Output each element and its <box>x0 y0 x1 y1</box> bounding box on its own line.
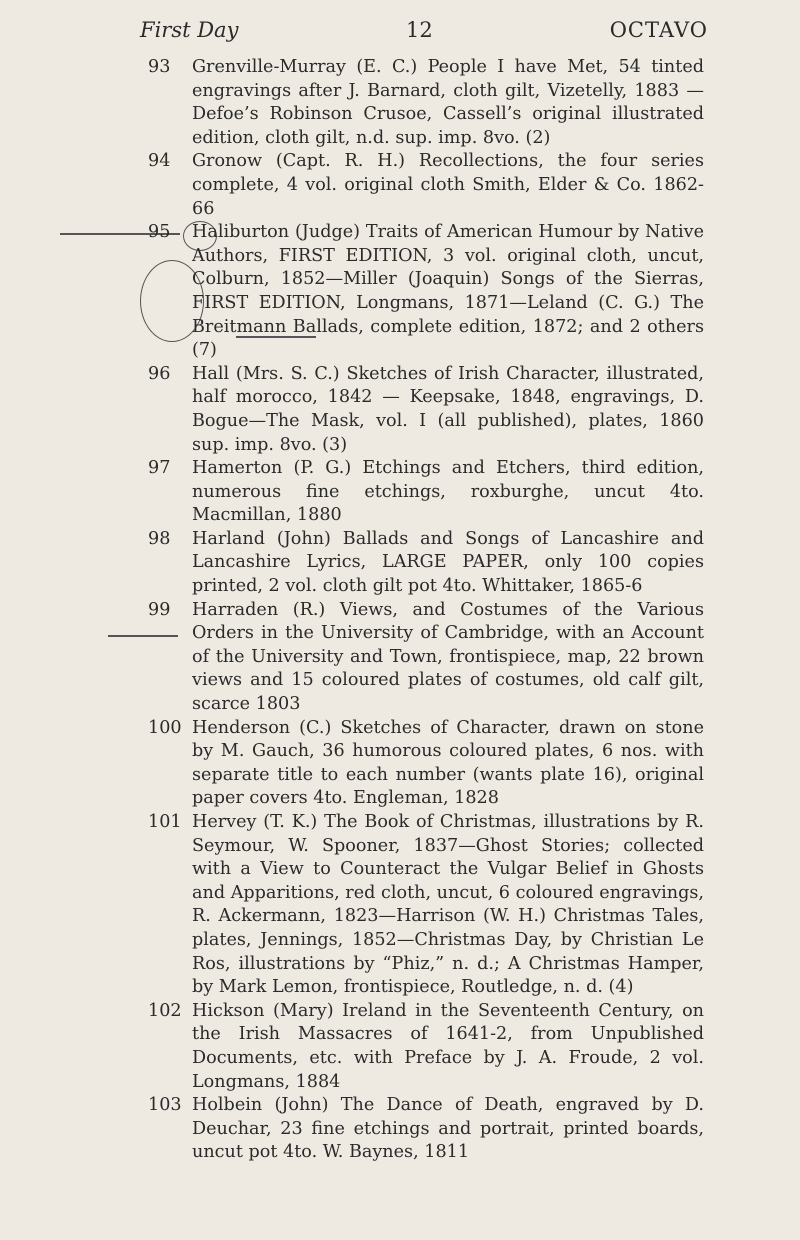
entry-text: Harland (John) Ballads and Songs of Lancashire and Lancashire Lyrics, LARGE PAPER, only 100 copies printed, 2 vol. cloth gilt pot 4to. Whittaker, 1865-6 <box>192 528 704 597</box>
catalogue-entry <box>148 363 704 457</box>
lot-number: 95 <box>148 222 171 243</box>
entry-text: Holbein (John) The Dance of Death, engraved by D. Deuchar, 23 fine etchings and portrait, printed boards, uncut pot 4to. W. Baynes, 1811 <box>192 1095 704 1163</box>
lot-number: 98 <box>148 528 171 549</box>
catalogue-entry <box>148 1000 704 1094</box>
lot-number: 100 <box>148 717 182 738</box>
lot-number: 93 <box>148 57 171 77</box>
catalogue-entry <box>148 221 704 363</box>
entry-text: Hickson (Mary) Ireland in the Seventeenth Century, on the Irish Massacres of 1641-2, from Unpublished Documents, etc. with Preface by J. A. Froude, 2 vol. Longmans, 1884 <box>192 1000 704 1092</box>
lot-number: 103 <box>148 1095 182 1116</box>
lot-number: 102 <box>148 1000 182 1021</box>
entry-text: Henderson (C.) Sketches of Character, drawn on stone by M. Gauch, 36 humorous coloured plates, 6 nos. with separate title to each number (wants plate 16), original paper covers 4to. Engleman, 1828 <box>192 717 704 809</box>
catalogue-entry <box>148 599 704 717</box>
entry-text: Grenville-Murray (E. C.) People I have Met, 54 tinted engravings after J. Barnard, cloth gilt, Vizetelly, 1883 — Defoe’s Robinson Crusoe, Cassell’s original illustrated edition, cloth gilt, n.d. sup. imp. 8vo. (2) <box>192 57 704 148</box>
entry-text: Haliburton (Judge) Traits of American Humour by Native Authors, FIRST EDITION, 3 vol. original cloth, uncut, Colburn, 1852—Miller (Joaquin) Songs of the Sierras, FIRST EDITION, Longmans, 1871—Leland (C. G.) The Breitmann Ballads, complete edition, 1872; and 2 others (7) <box>192 222 704 361</box>
catalogue-entry <box>148 528 704 599</box>
entry-text: Hervey (T. K.) The Book of Christmas, illustrations by R. Seymour, W. Spooner, 1837—Ghost Stories; collected with a View to Counteract the Vulgar Belief in Ghosts and Apparitions, red cloth, uncut, 6 coloured engravings, R. Ackermann, 1823—Harrison (W. H.) Christmas Tales, plates, Jennings, 1852—Christmas Day, by Christian Le Ros, illustrations by “Phiz,” n. d.; A Christmas Hamper, by Mark Lemon, frontispiece, Routledge, n. d. (4) <box>192 812 704 998</box>
page-number: 12 <box>406 18 433 42</box>
catalogue-entries <box>148 56 704 1165</box>
lot-number: 96 <box>148 363 171 384</box>
catalogue-entry <box>148 56 704 150</box>
header-title: First Day <box>140 18 239 42</box>
catalogue-entry <box>148 457 704 528</box>
catalogue-entry <box>148 717 704 811</box>
lot-number: 97 <box>148 458 171 479</box>
catalogue-entry <box>148 1094 704 1165</box>
entry-text: Hamerton (P. G.) Etchings and Etchers, third edition, numerous fine etchings, roxburghe, uncut 4to. Macmillan, 1880 <box>192 458 704 526</box>
page-header <box>140 18 708 50</box>
catalogue-entry <box>148 811 704 1000</box>
pencil-dash-mark <box>108 635 178 637</box>
lot-number: 94 <box>148 151 171 172</box>
header-format: OCTAVO <box>609 18 708 42</box>
lot-number: 101 <box>148 812 182 832</box>
entry-text: Harraden (R.) Views, and Costumes of the Various Orders in the University of Cambridge, with an Account of the University and Town, frontispiece, map, 22 brown views and 15 coloured plates of costumes, old calf gilt, scarce 1803 <box>192 599 704 715</box>
lot-number: 99 <box>148 599 171 620</box>
entry-text: Hall (Mrs. S. C.) Sketches of Irish Character, illustrated, half morocco, 1842 — Keepsake, 1848, engravings, D. Bogue—The Mask, vol. I (all published), plates, 1860 sup. imp. 8vo. (3) <box>192 363 704 455</box>
entry-text: Gronow (Capt. R. H.) Recollections, the four series complete, 4 vol. original cloth Smith, Elder & Co. 1862-66 <box>192 151 704 219</box>
catalogue-entry <box>148 150 704 221</box>
